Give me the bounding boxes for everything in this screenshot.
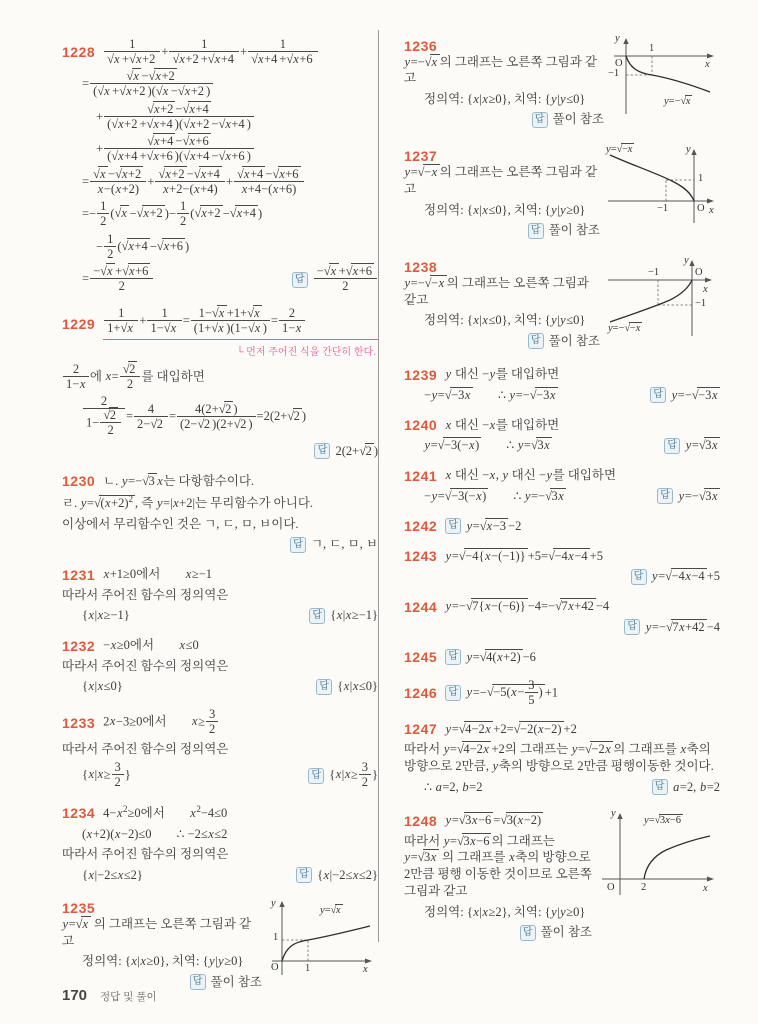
solution-line	[404, 467, 720, 484]
math-expression: 2x−3≥0에서 x≥ $\frac{3}{2}$	[103, 708, 378, 737]
solution-line	[62, 741, 378, 758]
answer-badge: 답	[292, 272, 308, 288]
math-expression: y=√x 의 그래프는 오른쪽 그림과 같고	[62, 917, 252, 948]
problem-1230	[62, 473, 378, 554]
solution-line	[62, 233, 378, 262]
problem-number: 1241	[404, 467, 438, 484]
math-expression: 정의역: {x|x≥2}, 치역: {y|y≥0}	[424, 904, 586, 919]
math-expression: 풀이 참조	[552, 112, 604, 127]
problem-number: 1242	[404, 518, 438, 535]
x-tick-label: 1	[649, 43, 655, 54]
answer	[304, 443, 378, 460]
problem-number: 1239	[404, 366, 438, 383]
solution-line	[62, 443, 378, 460]
math-expression: 따라서 주어진 함수의 정의역은	[62, 658, 229, 673]
origin-label: O	[607, 881, 615, 893]
problem-1242	[404, 518, 720, 535]
math-expression: $\frac{2}{1-x}$ 에 x= $\frac{√2}{2}$ 를 대입하면	[62, 363, 378, 392]
solution-line	[404, 312, 600, 329]
math-expression: + $\frac{√x+2 -√x+4}{(√x+2 +√x+4 )(√x+2 -√x+4 )}$	[96, 103, 378, 132]
math-expression: ㄹ. $y=√(x+2)^2$ , 즉 y=|x+2|는 무리함수가 아니다.	[62, 494, 314, 511]
solution-line	[62, 953, 262, 970]
solution-line	[404, 518, 720, 535]
solution-line	[62, 493, 378, 512]
solution-line	[404, 649, 720, 666]
answer	[299, 607, 378, 624]
problem-number: 1228	[62, 44, 96, 60]
page-footer	[62, 987, 157, 1004]
solution-line	[404, 333, 600, 350]
math-expression: {x|x≥−1}	[330, 608, 378, 623]
x-tick-label: −1	[648, 266, 660, 278]
x-axis-label: x	[703, 882, 708, 894]
curve-label: y=√x	[320, 904, 341, 916]
math-expression: 정의역: {x|x≥0}, 치역: {y|y≥0}	[82, 954, 244, 969]
answer-badge: 답	[657, 488, 673, 504]
y-tick-label: 1	[273, 931, 279, 943]
solution-line	[62, 307, 378, 340]
math-expression: 따라서 y=√3x−6 의 그래프는 y=√3x 의 그래프를 x축의 방향으로 2만큼 평행 이동한 것이므로 오른쪽 그림과 같고	[404, 833, 592, 899]
x-axis-label: x	[363, 963, 368, 975]
solution-line	[62, 265, 378, 294]
math-expression: 풀이 참조	[210, 974, 262, 989]
math-expression: 2(2+√2 )	[335, 443, 378, 458]
y-tick-label: −1	[608, 68, 620, 79]
problem-number: 1244	[404, 598, 438, 615]
problem-number: 1243	[404, 548, 438, 565]
y-axis-label: y	[615, 33, 620, 44]
solution-line	[62, 846, 378, 863]
graph-sqrt-x	[266, 897, 378, 983]
problem-number: 1235	[62, 900, 96, 917]
x-tick-label: −1	[657, 202, 669, 214]
math-expression: + $\frac{√x+4 -√x+6}{(√x+4 +√x+6 )(√x+4 -√x+6 )}$	[96, 135, 378, 164]
solution-line	[404, 833, 592, 901]
answer	[642, 779, 720, 796]
math-expression: y=−√7x+42 −4	[645, 619, 720, 634]
math-expression: y=−√3x	[678, 488, 720, 505]
problem-number: 1234	[62, 804, 96, 821]
math-expression: y=−√7{x−(−6)} −4=−√7x+42 −4	[445, 599, 610, 614]
math-expression: x 대신 −x를 대입하면	[445, 417, 560, 432]
solution-line	[404, 568, 720, 585]
answer-badge: 답	[631, 569, 647, 585]
curve-label: y=√−x	[606, 143, 633, 155]
math-expression: 정의역: {x|x≤0}, 치역: {y|y≤0}	[424, 313, 586, 328]
problem-number: 1230	[62, 473, 96, 489]
answer	[306, 678, 378, 695]
solution-line	[62, 678, 378, 695]
math-expression: y=√x−3 −2	[466, 518, 522, 533]
solution-line	[62, 867, 378, 884]
curve-label: y=−√x	[664, 96, 691, 107]
x-tick-label: 1	[305, 962, 311, 974]
answer-badge: 답	[314, 443, 330, 459]
y-tick-label: −1	[695, 297, 707, 309]
answer-badge: 답	[445, 685, 461, 701]
math-expression: 풀이 참조	[548, 223, 600, 238]
answer-badge: 답	[190, 974, 206, 990]
graph-neg-sqrt-x	[608, 34, 720, 120]
solution-line	[62, 637, 378, 654]
problem-number: 1240	[404, 417, 438, 434]
problem-number: 1237	[404, 148, 438, 165]
problem-1238	[404, 256, 720, 354]
problem-1233	[62, 708, 378, 790]
curve-label: y=√3x−6	[644, 814, 681, 826]
solution-line	[62, 38, 378, 67]
answer-badge: 답	[528, 333, 544, 349]
problem-number: 1231	[62, 566, 96, 583]
math-expression: − $\frac{1}{2}$ (√x+4 −√x+6 )	[96, 231, 190, 261]
math-expression: y 대신 −y를 대입하면	[445, 367, 560, 382]
graph-canvas	[604, 145, 720, 231]
x-axis-label: x	[709, 204, 714, 216]
problem-number: 1246	[404, 685, 438, 702]
solution-line	[404, 222, 600, 239]
solution-line	[62, 536, 378, 553]
solution-line	[62, 395, 378, 439]
origin-label: O	[697, 202, 705, 214]
answer-badge: 답	[445, 518, 461, 534]
problem-1231	[62, 566, 378, 624]
math-expression: $\frac{1}{1+√x}$ + $\frac{1}{1-√x}$ = $\frac{1-√x +1+√x}{(1+√x )(1-√x )}$ = $\frac{2}{1-x}$	[103, 307, 378, 340]
math-expression: 따라서 y=√4−2x +2의 그래프는 y=√−2x 의 그래프를 x축의 방향으로 2만큼, y축의 방향으로 2만큼 평행이동한 것이다.	[404, 742, 714, 774]
solution-line	[404, 148, 600, 198]
problem-1229	[62, 307, 378, 460]
math-expression: y=√−4x−4 +5	[652, 569, 720, 584]
problem-1243	[404, 548, 720, 586]
math-expression: {x|x≥−1}	[82, 608, 130, 623]
x-tick-label: 2	[641, 881, 647, 893]
solution-line	[404, 366, 720, 383]
math-expression: y=√4(x+2) −6	[466, 649, 536, 664]
math-expression: 풀이 참조	[540, 925, 592, 940]
math-expression: (x+2)(x−2)≤0 ∴ −2≤x≤2	[82, 826, 228, 841]
math-expression: y=−√−x 의 그래프는 오른쪽 그림과 같고	[404, 276, 589, 307]
math-expression: 이상에서 무리함수인 것은 ㄱ, ㄷ, ㅁ, ㅂ이다.	[62, 516, 299, 531]
math-expression: 따라서 주어진 함수의 정의역은	[62, 741, 229, 756]
math-expression: ㄱ, ㄷ, ㅁ, ㅂ	[310, 537, 378, 552]
math-expression: x 대신 −x, y 대신 −y를 대입하면	[445, 468, 617, 483]
answer	[286, 867, 378, 884]
math-expression: {x|x≤0}	[337, 679, 378, 694]
answer	[282, 265, 378, 294]
math-expression: {x|x≥ $\frac{3}{2}$ }	[329, 760, 378, 790]
solution-line	[404, 741, 720, 775]
solution-line	[404, 619, 720, 636]
math-expression: $4-x^2\ge 0$에서 $x^2-4\le 0$	[103, 804, 228, 821]
math-expression: {x|x≤0}	[82, 679, 123, 694]
solution-line	[62, 363, 378, 392]
math-expression: = $\frac{√x -√x+2}{x-(x+2)}$ + $\frac{√x+2 -√x+4}{x+2-(x+4)}$ + $\frac{√x+4 -√x+6}{x+4-(x+6)}$	[82, 168, 378, 197]
solution-line	[404, 202, 600, 219]
solution-line	[62, 658, 378, 675]
answer	[522, 111, 604, 128]
math-expression: y=−√x 의 그래프는 오른쪽 그림과 같고	[404, 54, 598, 86]
solution-line	[62, 826, 378, 843]
problem-1240	[404, 417, 720, 455]
answer	[518, 333, 600, 350]
left-column	[62, 34, 378, 1007]
x-axis-label: x	[703, 283, 708, 295]
problem-number: 1229	[62, 315, 96, 332]
answer	[614, 619, 720, 636]
problem-1245	[404, 649, 720, 666]
answer-badge: 답	[445, 649, 461, 665]
math-expression: y=√3x	[685, 437, 720, 454]
math-expression: y=√−3(−x) ∴ y=√3x	[424, 437, 654, 454]
solution-line	[404, 111, 604, 128]
solution-line	[62, 103, 378, 132]
answer	[640, 387, 720, 404]
problem-1239	[404, 366, 720, 404]
graph-sqrt-neg-x	[604, 145, 720, 231]
solution-line	[404, 812, 592, 829]
answer-badge: 답	[650, 387, 666, 403]
math-expression: y=−√−5(x− $\frac{3}{5}$ ) +1	[466, 677, 559, 707]
y-axis-label: y	[271, 897, 276, 909]
y-axis-label: y	[611, 807, 616, 819]
solution-line	[404, 387, 720, 404]
y-tick-label: 1	[698, 172, 704, 184]
math-expression: −x≥0에서 x≤0	[103, 638, 199, 653]
answer	[518, 222, 600, 239]
math-expression: {x|−2≤x≤2}	[317, 867, 378, 882]
solution-line	[62, 566, 378, 583]
math-expression: −y=√−3(−x) ∴ y=−√3x	[424, 488, 647, 505]
math-expression: =− $\frac{1}{2}$ (√x −√x+2 )− $\frac{1}{2}$ (√x+2 −√x+4 )	[82, 199, 263, 228]
answer-badge: 답	[528, 223, 544, 239]
page-number: 170	[62, 987, 88, 1004]
solution-line	[62, 900, 262, 950]
math-expression: a=2, b=2	[673, 779, 720, 794]
solution-line	[404, 259, 600, 309]
graph-neg-sqrt-neg-x	[604, 256, 720, 342]
math-expression: ㄴ. y=−√3 x는 다항함수이다.	[103, 473, 255, 488]
solution-line	[404, 779, 720, 796]
math-expression: y=√4−2x +2=√−2(x−2) +2	[445, 721, 577, 736]
answer-badge: 답	[624, 619, 640, 635]
graph-sqrt-3x-6	[596, 809, 720, 903]
solution-line	[62, 200, 378, 229]
column-divider	[378, 30, 379, 942]
problem-1248	[404, 809, 720, 945]
problem-1235	[62, 897, 378, 995]
problem-number: 1247	[404, 721, 438, 738]
answer-badge: 답	[652, 779, 668, 795]
solution-line	[62, 803, 378, 822]
y-axis-label: y	[686, 143, 691, 155]
answer-badge: 답	[532, 112, 548, 128]
solution-line	[404, 437, 720, 454]
answer-badge: 답	[296, 867, 312, 883]
answer-badge: 답	[664, 438, 680, 454]
math-expression: −y=√−3x ∴ y=−√−3x	[424, 387, 640, 404]
answer	[510, 924, 592, 941]
math-expression: y=√3x−6 =√3(x−2)	[445, 813, 542, 828]
solution-line	[404, 598, 720, 615]
math-expression: 정의역: {x|x≥0}, 치역: {y|y≤0}	[424, 91, 586, 106]
right-column	[404, 34, 720, 1007]
problem-number: 1248	[404, 812, 438, 829]
answer-badge: 답	[520, 925, 536, 941]
problem-1237	[404, 145, 720, 243]
math-expression: 정의역: {x|x≤0}, 치역: {y|y≥0}	[424, 202, 586, 217]
solution-line	[62, 607, 378, 624]
solution-line	[404, 924, 592, 941]
math-expression: y=√−4{x−(−1)} +5=√−4x−4 +5	[445, 548, 603, 563]
solution-line	[62, 708, 378, 737]
math-expression: y=√−x 의 그래프는 오른쪽 그림과 같고	[404, 165, 598, 197]
answer-badge: 답	[309, 608, 325, 624]
solution-line	[62, 473, 378, 490]
math-expression: 2 1− $\frac{√2}{2}$ = $\frac{4}{2-√2}$ = $\frac{4(2+√2 )}{(2-√2 )(2+√2 )}$ =2(2+√2 )	[82, 395, 378, 439]
answer-badge: 답	[308, 768, 324, 784]
solution-line	[404, 679, 720, 708]
problem-number: 1233	[62, 714, 96, 731]
problem-1241	[404, 467, 720, 505]
solution-line	[62, 516, 378, 533]
math-expression: x+1≥0에서 x≥−1	[103, 567, 213, 582]
solution-line	[404, 488, 720, 505]
origin-label: O	[695, 266, 703, 278]
solution-line	[404, 38, 604, 88]
solution-line	[404, 417, 720, 434]
problem-1228	[62, 38, 378, 295]
footer-label: 정답 및 풀이	[100, 991, 157, 1003]
solution-line	[404, 548, 720, 565]
solution-line	[62, 70, 378, 99]
annotation-note: └ 먼저 주어진 식을 간단히 한다.	[236, 346, 376, 358]
solution-line	[404, 904, 592, 921]
math-expression: {x|x≥ $\frac{3}{2}$ }	[82, 760, 131, 790]
origin-label: O	[615, 58, 623, 69]
answer-badge: 답	[290, 537, 306, 553]
math-expression: y=−√−3x	[671, 387, 720, 404]
problem-number: 1232	[62, 637, 96, 654]
math-expression: $\frac{-√x +√x+6}{2}$	[313, 265, 378, 294]
answer-badge: 답	[316, 679, 332, 695]
math-expression: {x|−2≤x≤2}	[82, 867, 143, 882]
problem-number: 1238	[404, 259, 438, 275]
math-expression: 풀이 참조	[548, 333, 600, 348]
answer	[298, 761, 378, 790]
solution-line	[62, 168, 378, 197]
problem-1244	[404, 598, 720, 636]
origin-label: O	[271, 961, 279, 973]
solution-line	[404, 721, 720, 738]
x-axis-label: x	[705, 59, 710, 70]
math-expression: ∴ a=2, b=2	[424, 779, 483, 794]
answer	[180, 974, 262, 991]
answer	[280, 536, 378, 553]
solution-line	[62, 135, 378, 164]
solution-line	[62, 761, 378, 790]
solution-line	[62, 587, 378, 604]
math-expression: = $\frac{√x -√x+2}{(√x +√x+2 )(√x -√x+2 )}$	[82, 70, 378, 99]
problem-1234	[62, 803, 378, 884]
answer	[621, 568, 721, 585]
problem-1236	[404, 34, 720, 132]
problem-number: 1236	[404, 37, 438, 54]
math-expression: $\frac{1}{√x +√x+2}$ + $\frac{1}{√x+2 +√x+4}$ + $\frac{1}{√x+4 +√x+6}$	[103, 38, 378, 67]
problem-number: 1245	[404, 649, 438, 666]
y-axis-label: y	[684, 254, 689, 266]
curve-label: y=−√−x	[608, 322, 641, 334]
problem-1246	[404, 679, 720, 708]
math-expression: = $\frac{-√x +√x+6}{2}$	[82, 265, 282, 294]
math-expression: 따라서 주어진 함수의 정의역은	[62, 847, 229, 862]
solution-line	[404, 91, 604, 108]
problem-1232	[62, 637, 378, 695]
problem-1247	[404, 721, 720, 796]
math-expression: 따라서 주어진 함수의 정의역은	[62, 587, 229, 602]
answer	[647, 488, 720, 505]
answer	[654, 437, 720, 454]
